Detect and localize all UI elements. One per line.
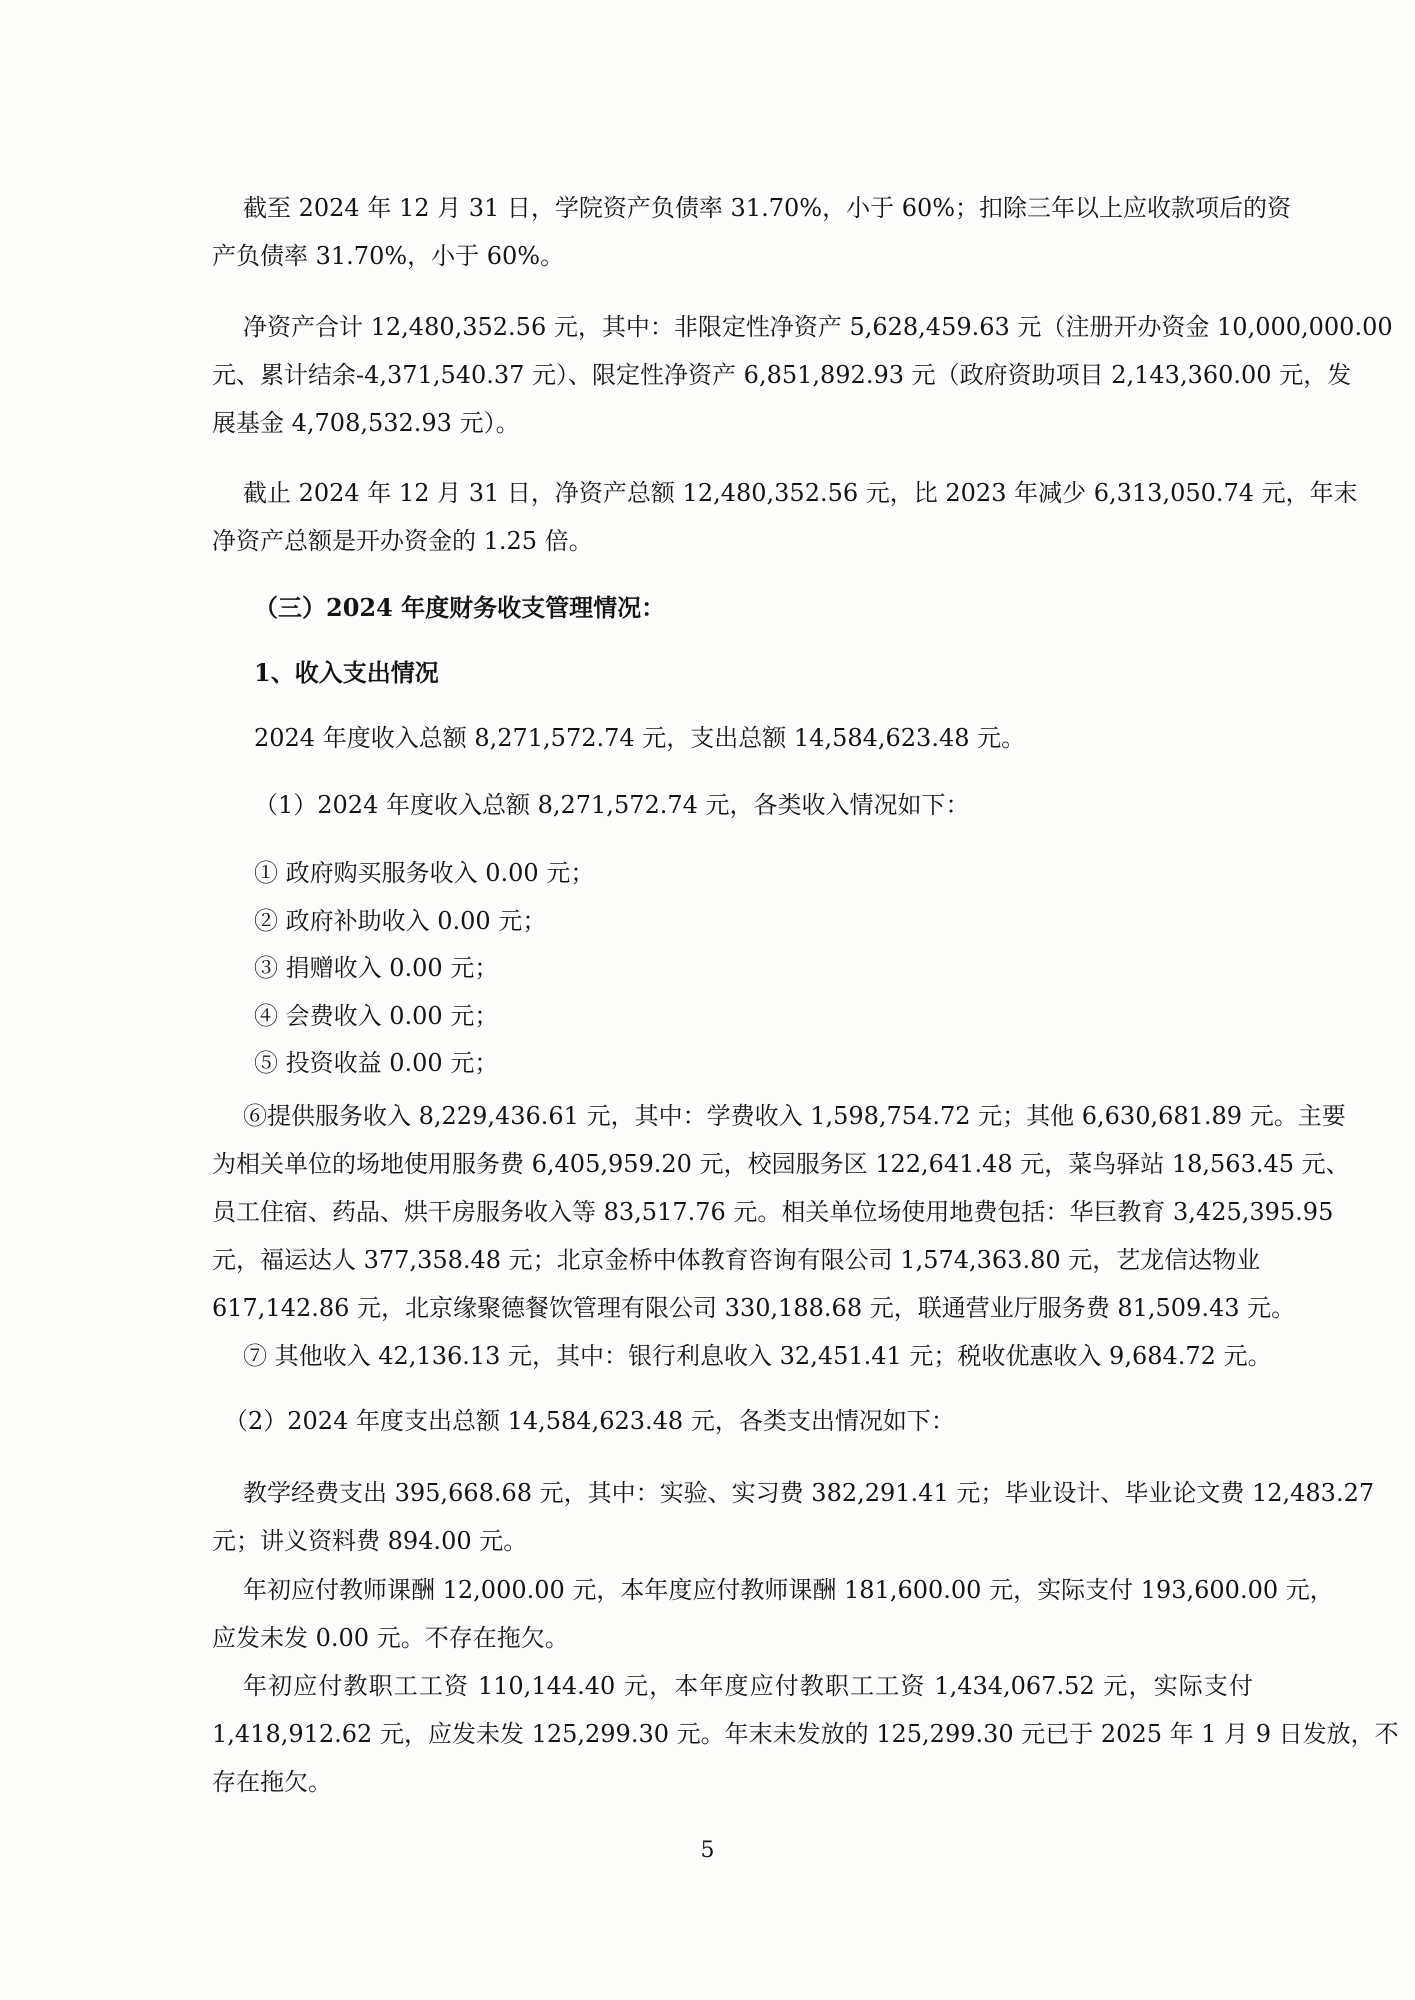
p1-line1: 截至 2024 年 12 月 31 日，学院资产负债率 31.70%，小于 60%；扣除三年以上应收款项后的资 [243, 194, 1292, 222]
p2-line3: 展基金 4,708,532.93 元）。 [212, 409, 520, 437]
staff-wage-line3: 存在拖欠。 [212, 1768, 332, 1796]
staff-wage-line1: 年初应付教职工工资 110,144.40 元，本年度应付教职工工资 1,434,067.52 元，实际支付 [243, 1672, 1253, 1700]
expense-intro: （2）2024 年度支出总额 14,584,623.48 元，各类支出情况如下： [224, 1407, 955, 1435]
income-item-7: ⑦ 其他收入 42,136.13 元，其中：银行利息收入 32,451.41 元；税收优惠收入 9,684.72 元。 [243, 1342, 1272, 1370]
income-item-6-line5: 617,142.86 元，北京缘聚德餐饮管理有限公司 330,188.68 元，联通营业厅服务费 81,509.43 元。 [212, 1294, 1296, 1322]
income-item-1: ① 政府购买服务收入 0.00 元； [254, 859, 595, 887]
income-item-6-line1: ⑥提供服务收入 8,229,436.61 元，其中：学费收入 1,598,754.72 元；其他 6,630,681.89 元。主要 [243, 1102, 1346, 1130]
income-item-6-line4: 元，福运达人 377,358.48 元；北京金桥中体教育咨询有限公司 1,574,363.80 元，艺龙信达物业 [212, 1246, 1261, 1274]
section-heading: （三）2024 年度财务收支管理情况： [254, 593, 666, 622]
income-item-2: ② 政府补助收入 0.00 元； [254, 907, 547, 935]
income-expense-summary: 2024 年度收入总额 8,271,572.74 元，支出总额 14,584,623.48 元。 [254, 724, 1026, 752]
income-item-6-line2: 为相关单位的场地使用服务费 6,405,959.20 元，校园服务区 122,641.48 元，菜鸟驿站 18,563.45 元、 [212, 1150, 1350, 1178]
teaching-expense-line2: 元；讲义资料费 894.00 元。 [212, 1527, 528, 1555]
staff-wage-line2: 1,418,912.62 元，应发未发 125,299.30 元。年末未发放的 125,299.30 元已于 2025 年 1 月 9 日发放，不 [212, 1720, 1399, 1748]
teacher-fee-line1: 年初应付教师课酬 12,000.00 元，本年度应付教师课酬 181,600.00 元，实际支付 193,600.00 元， [243, 1576, 1334, 1604]
income-intro: （1）2024 年度收入总额 8,271,572.74 元，各类收入情况如下： [254, 791, 970, 819]
income-item-4: ④ 会费收入 0.00 元； [254, 1002, 499, 1030]
income-item-5: ⑤ 投资收益 0.00 元； [254, 1049, 499, 1077]
p3-line1: 截止 2024 年 12 月 31 日，净资产总额 12,480,352.56 元，比 2023 年减少 6,313,050.74 元，年末 [243, 479, 1358, 507]
subsection-heading: 1、收入支出情况 [254, 658, 439, 687]
p1-line2: 产负债率 31.70%，小于 60%。 [212, 242, 565, 270]
p2-line2: 元、累计结余-4,371,540.37 元）、限定性净资产 6,851,892.93 元（政府资助项目 2,143,360.00 元，发 [212, 361, 1352, 389]
teacher-fee-line2: 应发未发 0.00 元。不存在拖欠。 [212, 1624, 569, 1652]
teaching-expense-line1: 教学经费支出 395,668.68 元，其中：实验、实习费 382,291.41 元；毕业设计、毕业论文费 12,483.27 [243, 1479, 1375, 1507]
income-item-3: ③ 捐赠收入 0.00 元； [254, 954, 499, 982]
income-item-6-line3: 员工住宿、药品、烘干房服务收入等 83,517.76 元。相关单位场使用地费包括：华巨教育 3,425,395.95 [212, 1198, 1334, 1226]
p3-line2: 净资产总额是开办资金的 1.25 倍。 [212, 527, 593, 555]
p2-line1: 净资产合计 12,480,352.56 元，其中：非限定性净资产 5,628,459.63 元（注册开办资金 10,000,000.00 [243, 313, 1393, 341]
page-number: 5 [700, 1838, 715, 1863]
